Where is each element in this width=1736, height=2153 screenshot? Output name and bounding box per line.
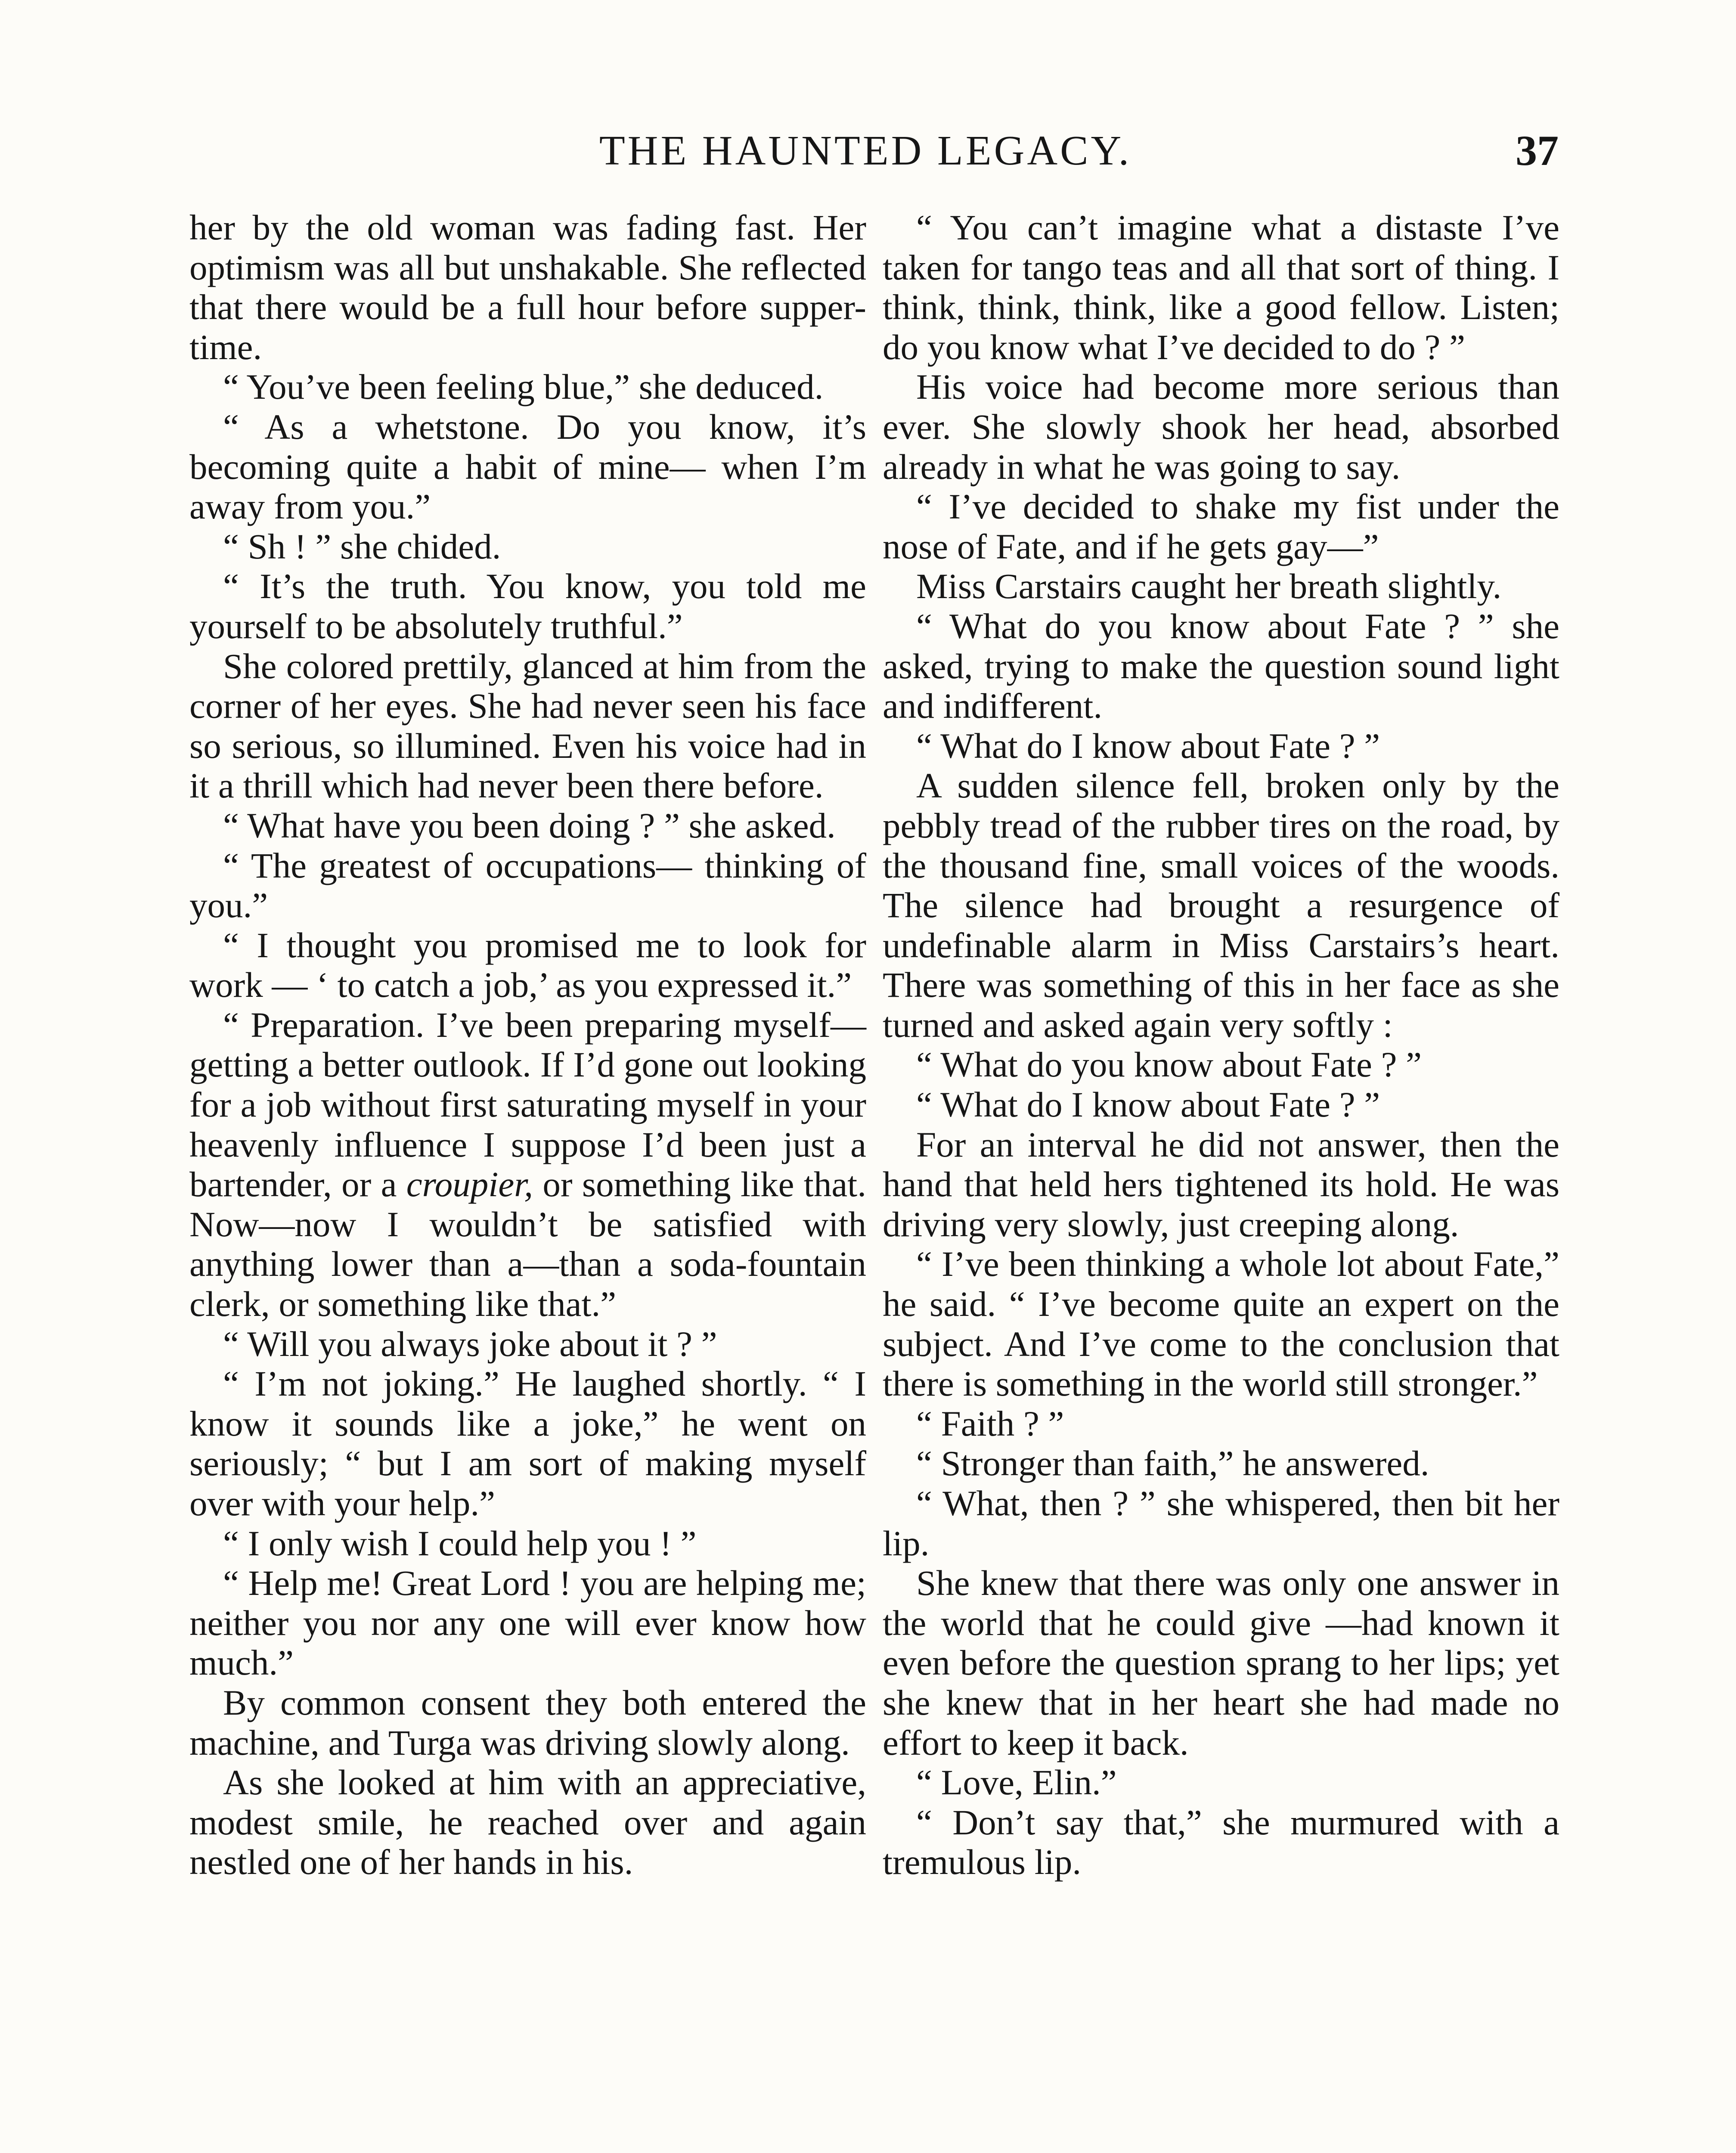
paragraph: “ You can’t imagine what a distaste I’ve taken for tango teas and all that sort of thing. I think, think, think, like a good fellow. Listen; do you know what I’ve decided to do ? ” xyxy=(883,208,1559,367)
paragraph: “ What do you know about Fate ? ” she asked, trying to make the question sound light and indifferent. xyxy=(883,606,1559,726)
paragraph: “ Help me! Great Lord ! you are helping me; neither you nor any one will ever know how much.” xyxy=(189,1563,866,1683)
paragraph: By common consent they both entered the machine, and Turga was driving slowly along. xyxy=(189,1682,866,1762)
paragraph-text: “ Preparation. I’ve been preparing myself—getting a better outlook. If I’d gone out looking for a job without first saturating myself in your heavenly influence I suppose I’d been just a bartender, or a xyxy=(189,1005,866,1204)
paragraph: “ The greatest of occupations— thinking of you.” xyxy=(189,845,866,925)
left-column xyxy=(189,208,866,1882)
paragraph xyxy=(189,1005,866,1324)
paragraph: “ I’m not joking.” He laughed shortly. “ I know it sounds like a joke,” he went on seriously; “ but I am sort of making myself over with your help.” xyxy=(189,1364,866,1523)
paragraph: His voice had become more serious than ever. She slowly shook her head, absorbed already in what he was going to say. xyxy=(883,367,1559,487)
paragraph: As she looked at him with an appreciative, modest smile, he reached over and again nestled one of her hands in his. xyxy=(189,1762,866,1882)
right-column xyxy=(883,208,1559,1882)
italic-word: croupier, xyxy=(406,1164,533,1204)
paragraph: “ I only wish I could help you ! ” xyxy=(223,1523,697,1563)
paragraph: “ Faith ? ” xyxy=(916,1403,1064,1443)
paragraph: her by the old woman was fading fast. Her optimism was all but unshakable. She reflected that there would be a full hour before supper-time. xyxy=(189,208,866,367)
paragraph: A sudden silence fell, broken only by the pebbly tread of the rubber tires on the road, by the thousand fine, small voices of the woods. The silence had brought a resurgence of undefinable alarm in Miss Carstairs’s heart. There was something of this in her face as she turned and asked again very softly : xyxy=(883,766,1559,1045)
paragraph-text: or something like that. Now—now I wouldn’t be satisfied with anything lower than a—than a soda-fountain clerk, or something like that.” xyxy=(189,1164,866,1324)
running-title: THE HAUNTED LEGACY. xyxy=(599,127,1132,174)
paragraph: “ You’ve been feeling blue,” she deduced. xyxy=(223,367,824,407)
paragraph: Miss Carstairs caught her breath slightly. xyxy=(916,566,1502,606)
paragraph: “ What, then ? ” she whispered, then bit her lip. xyxy=(883,1483,1559,1563)
paragraph: “ I thought you promised me to look for work — ‘ to catch a job,’ as you expressed it.” xyxy=(189,925,866,1005)
paragraph: “ As a whetstone. Do you know, it’s becoming quite a habit of mine— when I’m away from you.” xyxy=(189,406,866,527)
paragraph: “ What do you know about Fate ? ” xyxy=(916,1045,1422,1085)
page-header xyxy=(172,123,1559,179)
paragraph: She colored prettily, glanced at him from the corner of her eyes. She had never seen his face so serious, so illumined. Even his voice had in it a thrill which had never been there before. xyxy=(189,646,866,806)
paragraph: “ What have you been doing ? ” she asked. xyxy=(223,805,836,845)
paragraph: “ What do I know about Fate ? ” xyxy=(916,1085,1380,1125)
paragraph: “ Will you always joke about it ? ” xyxy=(223,1324,717,1364)
page-number: 37 xyxy=(1516,127,1559,174)
paragraph: “ Don’t say that,” she murmured with a tremulous lip. xyxy=(883,1802,1559,1882)
paragraph: She knew that there was only one answer in the world that he could give —had known it even before the question sprang to her lips; yet she knew that in her heart she had made no effort to keep it back. xyxy=(883,1563,1559,1762)
paragraph: “ Love, Elin.” xyxy=(916,1762,1117,1802)
paragraph: “ Sh ! ” she chided. xyxy=(223,526,501,566)
paragraph: “ It’s the truth. You know, you told me yourself to be absolutely truthful.” xyxy=(189,566,866,646)
paragraph: “ Stronger than faith,” he answered. xyxy=(916,1443,1429,1483)
paragraph: “ I’ve been thinking a whole lot about Fate,” he said. “ I’ve become quite an expert on the subject. And I’ve come to the conclusion that there is something in the world still stronger.” xyxy=(883,1244,1559,1404)
paragraph: “ What do I know about Fate ? ” xyxy=(916,726,1380,766)
paragraph: “ I’ve decided to shake my fist under the nose of Fate, and if he gets gay—” xyxy=(883,487,1559,566)
paragraph: For an interval he did not answer, then the hand that held hers tightened its hold. He was driving very slowly, just creeping along. xyxy=(883,1124,1559,1244)
